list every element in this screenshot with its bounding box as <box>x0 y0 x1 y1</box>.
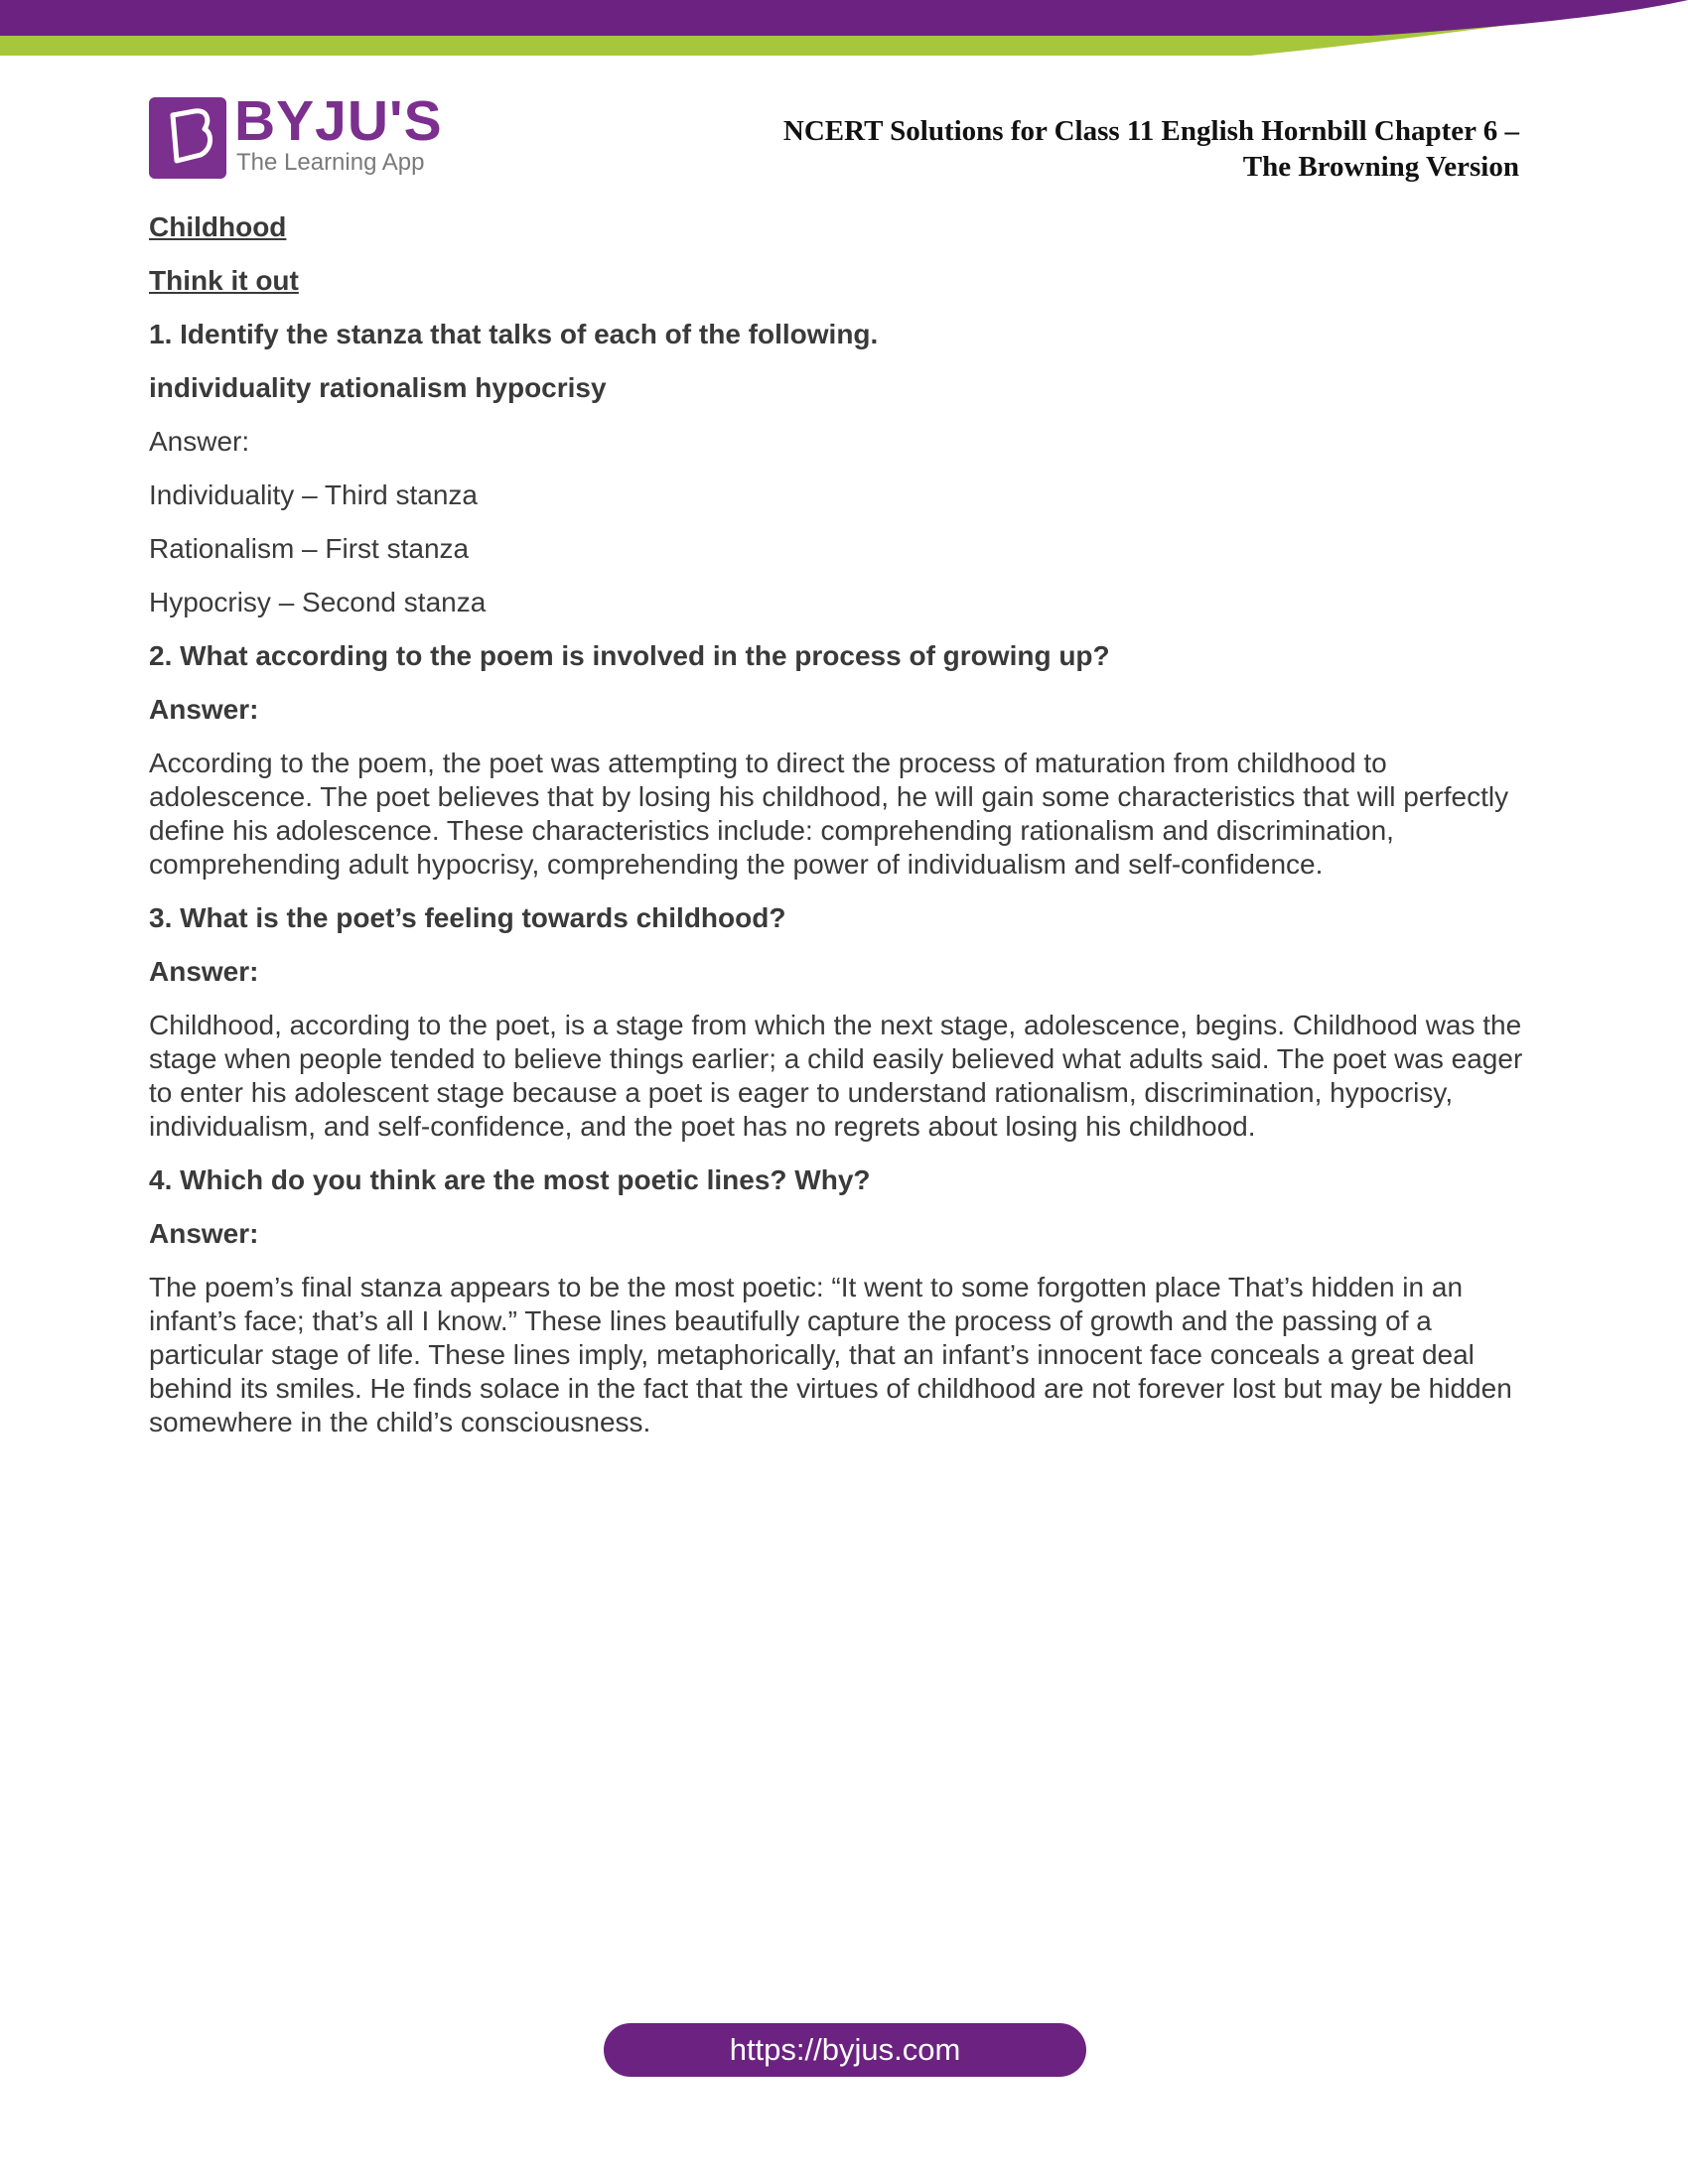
answer-3-text: Childhood, according to the poet, is a stage from which the next stage, adolescence, begins. Childhood was the stage when people tended to believe things earlier; a child easily believed what adults said. The poet was eager to enter his adolescent stage because a poet is eager to understand rationalism, discrimination, hypocrisy, individualism, and self-confidence, and the poet has no regrets about losing his childhood. <box>149 1010 1523 1142</box>
byjus-logo-mark <box>149 97 226 179</box>
question-4: 4. Which do you think are the most poetic lines? Why? <box>149 1164 871 1195</box>
answer-1-item: Rationalism – First stanza <box>149 533 470 564</box>
logo-b-icon <box>149 97 226 179</box>
answer-4-label: Answer: <box>149 1218 259 1249</box>
answer-3-label: Answer: <box>149 956 259 987</box>
brand-tagline: The Learning App <box>236 149 425 176</box>
question-3: 3. What is the poet’s feeling towards childhood? <box>149 902 786 933</box>
answer-1-item: Individuality – Third stanza <box>149 479 478 510</box>
answer-1-label: Answer: <box>149 426 250 457</box>
question-2: 2. What according to the poem is involved in the process of growing up? <box>149 640 1110 671</box>
header-decorative-band <box>0 0 1688 62</box>
answer-1-item: Hypocrisy – Second stanza <box>149 587 487 617</box>
answer-2-text: According to the poem, the poet was attempting to direct the process of maturation from childhood to adolescence. The poet believes that by losing his childhood, he will gain some characteristics that will perfectly define his adolescence. These characteristics include: comprehending rationalism and discrimination, comprehending adult hypocrisy, comprehending the power of individualism and self-confidence. <box>149 748 1509 880</box>
answer-4-text: The poem’s final stanza appears to be the most poetic: “It went to some forgotten place That’s hidden in an infant’s face; that’s all I know.” These lines beautifully capture the process of growth and the passing of a particular stage of life. These lines imply, metaphorically, that an infant’s innocent face conceals a great deal behind its smiles. He finds solace in the fact that the virtues of childhood are not forever lost but may be hidden somewhere in the child’s consciousness. <box>149 1272 1512 1437</box>
brand-name: BYJU'S <box>234 89 443 153</box>
document-body <box>149 210 1539 1459</box>
subsection-title: Think it out <box>149 265 299 296</box>
header-title-line-1: NCERT Solutions for Class 11 English Hornbill Chapter 6 – <box>782 115 1519 147</box>
document-header-title <box>626 113 1519 185</box>
header-title-line-2: The Browning Version <box>1242 151 1519 183</box>
question-1: 1. Identify the stanza that talks of each of the following. <box>149 319 879 349</box>
byjus-logo <box>149 89 443 181</box>
answer-2-label: Answer: <box>149 694 259 725</box>
footer-url-link[interactable]: https://byjus.com <box>604 2023 1086 2077</box>
question-1-terms: individuality rationalism hypocrisy <box>149 372 607 403</box>
section-title: Childhood <box>149 211 287 242</box>
